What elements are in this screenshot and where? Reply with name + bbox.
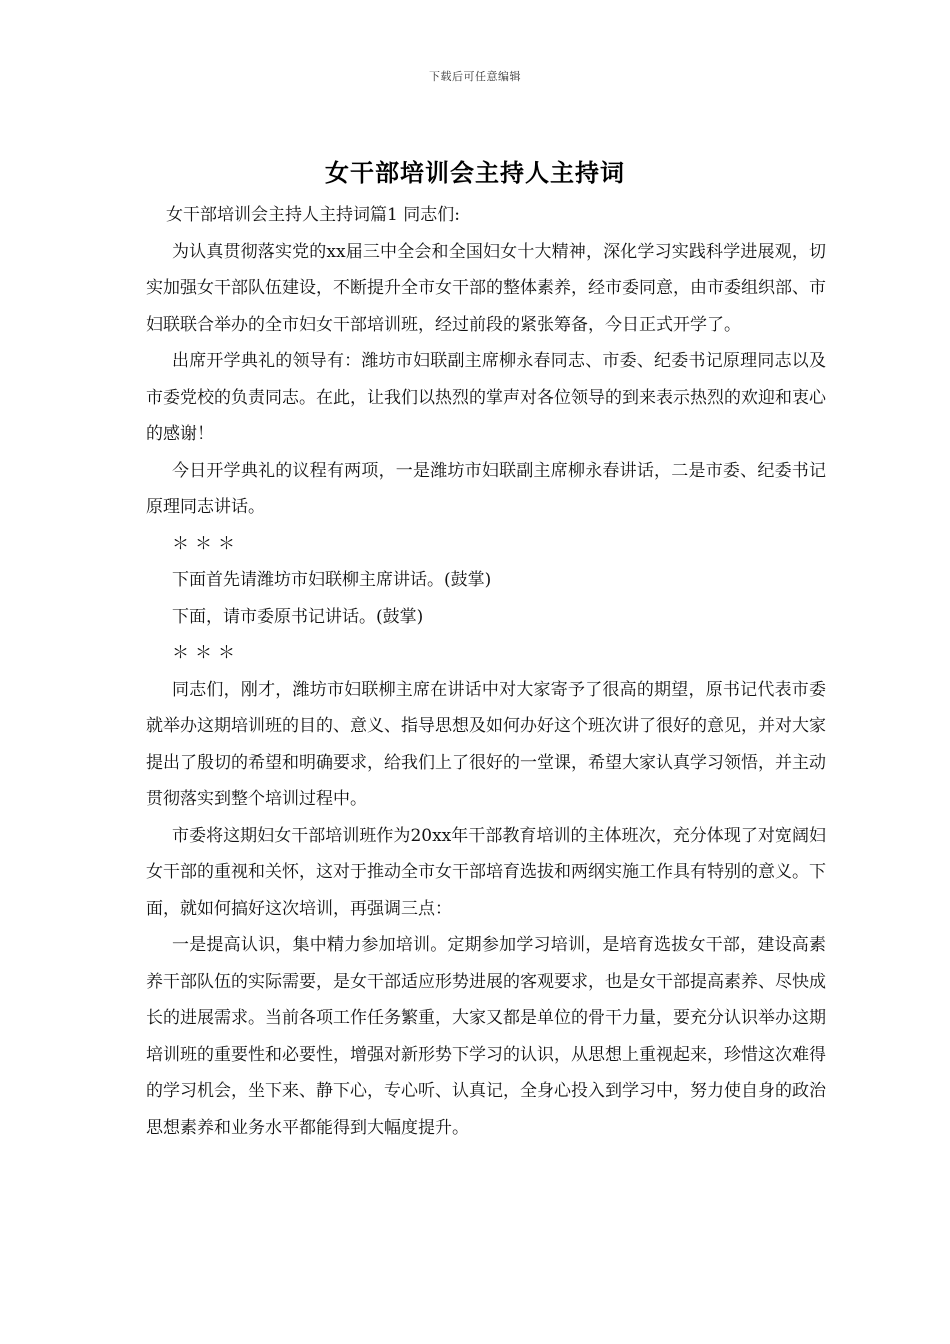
paragraph: 为认真贯彻落实党的xx届三中全会和全国妇女十大精神，深化学习实践科学进展观，切实加强女干部队伍建设，不断提升全市女干部的整体素养，经市委同意，由市委组织部、市妇联联合举办的全市妇女干部培训班，经过前段的紧张筹备，今日正式开学了。 — [146, 241, 826, 335]
paragraph: 一是提高认识，集中精力参加培训。定期参加学习培训，是培育选拔女干部，建设高素养干部队伍的实际需要，是女干部适应形势进展的客观要求，也是女干部提高素养、尽快成长的进展需求。当前各项工作任务繁重，大家又都是单位的骨干力量，要充分认识举办这期培训班的重要性和必要性，增强对新形势下学习的认识，从思想上重视起来，珍惜这次难得的学习机会，坐下来、静下心，专心听、认真记，全身心投入到学习中，努力使自身的政治思想素养和业务水平都能得到大幅度提升。 — [146, 935, 826, 1138]
paragraph-intro: 女干部培训会主持人主持词篇1 同志们: — [166, 205, 460, 225]
section-separator: ＊＊＊ — [172, 643, 241, 663]
paragraph: 市委将这期妇女干部培训班作为20xx年干部教育培训的主体班次，充分体现了对宽阔妇女干部的重视和关怀，这对于推动全市女干部培育选拔和两纲实施工作具有特别的意义。下面，就如何搞好这次培训，再强调三点： — [146, 825, 826, 919]
paragraph: 出席开学典礼的领导有：潍坊市妇联副主席柳永春同志、市委、纪委书记原理同志以及市委党校的负责同志。在此，让我们以热烈的掌声对各位领导的到来表示热烈的欢迎和衷心的感谢！ — [146, 351, 826, 444]
document-body — [146, 197, 826, 1146]
paragraph: 同志们，刚才，潍坊市妇联柳主席在讲话中对大家寄予了很高的期望，原书记代表市委就举办这期培训班的目的、意义、指导思想及如何办好这个班次讲了很好的意见，并对大家提出了殷切的希望和明确要求，给我们上了很好的一堂课，希望大家认真学习领悟，并主动贯彻落实到整个培训过程中。 — [146, 679, 826, 809]
paragraph: 今日开学典礼的议程有两项，一是潍坊市妇联副主席柳永春讲话，二是市委、纪委书记原理同志讲话。 — [146, 460, 826, 517]
header-note: 下载后可任意编辑 — [429, 70, 521, 83]
document-title: 女干部培训会主持人主持词 — [325, 158, 625, 187]
paragraph: 下面，请市委原书记讲话。(鼓掌) — [172, 606, 424, 627]
paragraph: 下面首先请潍坊市妇联柳主席讲话。(鼓掌) — [172, 570, 492, 590]
section-separator: ＊＊＊ — [172, 533, 241, 554]
